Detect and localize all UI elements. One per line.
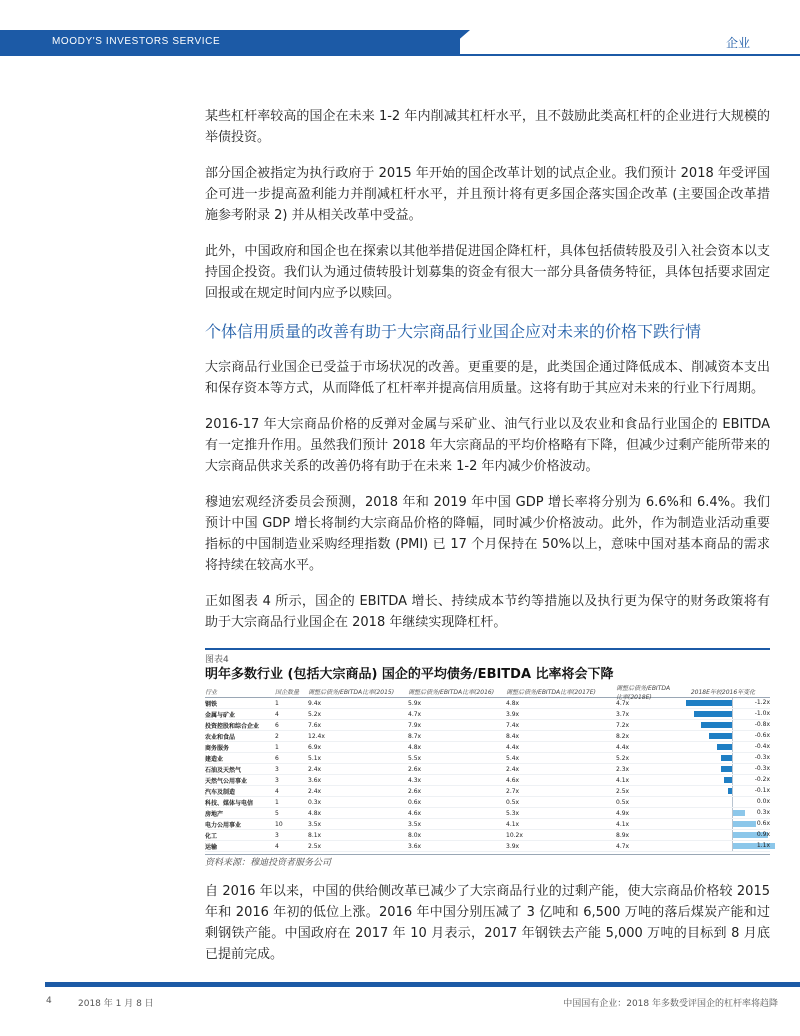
change-bar-cell xyxy=(676,841,770,851)
paragraph: 自 2016 年以来，中国的供给侧改革已减少了大宗商品行业的过剩产能，使大宗商品价格较 2015 年和 2016 年初的低位上涨。2016 年中国分别压减了 3 亿吨和 6,500 万吨的落后煤炭产能和过剩钢铁产能。中国政府在 2017 年 10 月表示，2017 年钢铁去产能 5,000 万吨的目标到 8 月底已提前完成。 xyxy=(205,884,770,962)
change-bar-cell xyxy=(676,720,770,730)
table-row xyxy=(205,819,770,830)
count-cell: 3 xyxy=(275,831,279,839)
header-rule xyxy=(440,54,800,56)
count-cell: 10 xyxy=(275,820,283,828)
ratio-2018-cell: 4.7x xyxy=(616,842,630,850)
change-bar-cell xyxy=(676,775,770,785)
ratio-2018-cell: 2.3x xyxy=(616,765,630,773)
exhibit-source: 资料来源：穆迪投资者服务公司 xyxy=(205,854,770,869)
industry-cell: 运输 xyxy=(205,843,218,851)
paragraph: 正如图表 4 所示，国企的 EBITDA 增长、持续成本节约等措施以及执行更为保守的财务政策将有助于大宗商品行业国企在 2018 年继续实现降杠杆。 xyxy=(205,594,770,630)
bar-zero-axis xyxy=(732,709,733,719)
table-row xyxy=(205,698,770,709)
table-row xyxy=(205,808,770,819)
ratio-2018-cell: 0.5x xyxy=(616,798,630,806)
bar-zero-axis xyxy=(732,731,733,741)
ratio-2016-cell: 4.3x xyxy=(408,776,422,784)
ratio-2018-cell: 5.2x xyxy=(616,754,630,762)
industry-cell: 房地产 xyxy=(205,810,224,818)
table-row xyxy=(205,775,770,786)
ratio-2017-cell: 0.5x xyxy=(506,798,520,806)
ratio-2015-cell: 6.9x xyxy=(308,743,322,751)
ratio-2016-cell: 5.9x xyxy=(408,699,422,707)
ratio-2017-cell: 4.1x xyxy=(506,820,520,828)
ratio-2015-cell: 8.1x xyxy=(308,831,322,839)
bar-zero-axis xyxy=(732,698,733,708)
paragraph: 2016-17 年大宗商品价格的反弹对金属与采矿业、油气行业以及农业和食品行业国企的 EBITDA 有一定推升作用。虽然我们预计 2018 年大宗商品的平均价格略有下降，但减少过剩产能所带来的大宗商品供求关系的改善仍将有助于在未来 1-2 年内减少价格波动。 xyxy=(205,417,770,474)
ratio-2015-cell: 12.4x xyxy=(308,732,325,740)
count-cell: 4 xyxy=(275,842,279,850)
ratio-2015-cell: 0.3x xyxy=(308,798,322,806)
ratio-2018-cell: 3.7x xyxy=(616,710,630,718)
ratio-2015-cell: 3.5x xyxy=(308,820,322,828)
change-bar-cell xyxy=(676,764,770,774)
change-bar-cell xyxy=(676,786,770,796)
table-row xyxy=(205,709,770,720)
change-bar xyxy=(733,821,756,827)
change-bar-cell xyxy=(676,819,770,829)
ratio-2017-cell: 3.9x xyxy=(506,710,520,718)
industry-cell: 石油及天然气 xyxy=(205,766,242,774)
col-header: 2018E年较2016年变化 xyxy=(690,688,756,696)
debt-ebitda-table xyxy=(205,686,770,852)
page-number: 4 xyxy=(46,996,52,1006)
count-cell: 6 xyxy=(275,754,279,762)
change-value-label: -0.1x xyxy=(754,787,770,794)
ratio-2018-cell: 7.2x xyxy=(616,721,630,729)
col-header: 调整后债务/EBITDA比率(2016) xyxy=(408,689,495,696)
change-bar xyxy=(686,700,732,706)
ratio-2017-cell: 2.7x xyxy=(506,787,520,795)
col-header: 行业 xyxy=(205,689,218,696)
industry-cell: 天然气公用事业 xyxy=(205,777,248,785)
ratio-2016-cell: 4.7x xyxy=(408,710,422,718)
bar-zero-axis xyxy=(732,742,733,752)
ratio-2016-cell: 2.6x xyxy=(408,765,422,773)
change-bar-cell xyxy=(676,709,770,719)
ratio-2018-cell: 4.1x xyxy=(616,776,630,784)
ratio-2017-cell: 2.4x xyxy=(506,765,520,773)
table-row xyxy=(205,797,770,808)
industry-cell: 钢铁 xyxy=(205,700,218,708)
ratio-2016-cell: 4.6x xyxy=(408,809,422,817)
change-value-label: -0.3x xyxy=(754,754,770,761)
paragraph: 某些杠杆率较高的国企在未来 1-2 年内削减其杠杆水平，且不鼓励此类高杠杆的企业进行大规模的举债投资。 xyxy=(205,109,770,145)
ratio-2017-cell: 3.9x xyxy=(506,842,520,850)
ratio-2016-cell: 8.7x xyxy=(408,732,422,740)
col-header: 调整后债务/EBITDA比率(2018E) xyxy=(616,684,671,701)
change-bar xyxy=(717,744,732,750)
change-bar xyxy=(721,755,733,761)
col-header: 调整后债务/EBITDA比率(2017E) xyxy=(506,689,596,696)
table-body xyxy=(205,698,770,852)
ratio-2016-cell: 3.6x xyxy=(408,842,422,850)
header-bar xyxy=(0,30,800,56)
industry-cell: 商务服务 xyxy=(205,744,230,752)
table-row xyxy=(205,764,770,775)
change-bar-cell xyxy=(676,753,770,763)
industry-cell: 科技、媒体与电信 xyxy=(205,799,254,807)
count-cell: 2 xyxy=(275,732,279,740)
change-bar-cell xyxy=(676,698,770,708)
count-cell: 5 xyxy=(275,809,279,817)
count-cell: 4 xyxy=(275,787,279,795)
ratio-2017-cell: 7.4x xyxy=(506,721,520,729)
change-value-label: -0.6x xyxy=(754,732,770,739)
change-value-label: -0.8x xyxy=(754,721,770,728)
industry-cell: 汽车及制造 xyxy=(205,788,236,796)
change-value-label: 0.0x xyxy=(756,798,770,805)
change-bar xyxy=(701,722,732,728)
bar-zero-axis xyxy=(732,775,733,785)
ratio-2016-cell: 8.0x xyxy=(408,831,422,839)
ratio-2018-cell: 4.1x xyxy=(616,820,630,828)
ratio-2015-cell: 2.4x xyxy=(308,787,322,795)
ratio-2015-cell: 5.2x xyxy=(308,710,322,718)
footer-date: 2018 年 1 月 8 日 xyxy=(78,999,154,1009)
change-bar xyxy=(709,733,732,739)
ratio-2017-cell: 5.3x xyxy=(506,809,520,817)
change-bar-cell xyxy=(676,742,770,752)
ratio-2016-cell: 4.8x xyxy=(408,743,422,751)
ratio-2017-cell: 10.2x xyxy=(506,831,523,839)
ratio-2016-cell: 2.6x xyxy=(408,787,422,795)
footer-rule xyxy=(45,982,800,987)
table-row xyxy=(205,742,770,753)
count-cell: 4 xyxy=(275,710,279,718)
section-label: 企业 xyxy=(725,36,750,50)
industry-cell: 投资控股和综合企业 xyxy=(205,722,260,730)
industry-cell: 电力公用事业 xyxy=(205,821,242,829)
ratio-2017-cell: 8.4x xyxy=(506,732,520,740)
bar-zero-axis xyxy=(732,786,733,796)
section-heading: 个体信用质量的改善有助于大宗商品行业国企应对未来的价格下跌行情 xyxy=(205,322,702,341)
ratio-2017-cell: 4.4x xyxy=(506,743,520,751)
industry-cell: 建造业 xyxy=(205,755,224,763)
change-bar-cell xyxy=(676,808,770,818)
table-row xyxy=(205,786,770,797)
bar-zero-axis xyxy=(732,797,733,807)
table-row xyxy=(205,841,770,852)
main-content xyxy=(205,106,770,980)
ratio-2018-cell: 4.7x xyxy=(616,699,630,707)
change-value-label: -0.3x xyxy=(754,765,770,772)
ratio-2015-cell: 9.4x xyxy=(308,699,322,707)
col-header: 调整后债务/EBITDA比率(2015) xyxy=(308,689,395,696)
industry-cell: 化工 xyxy=(205,832,218,840)
change-value-label: -1.2x xyxy=(754,699,770,706)
change-value-label: -1.0x xyxy=(754,710,770,717)
ratio-2018-cell: 8.2x xyxy=(616,732,630,740)
change-bar-cell xyxy=(676,797,770,807)
paragraph: 穆迪宏观经济委员会预测，2018 年和 2019 年中国 GDP 增长率将分别为 6.6%和 6.4%。我们预计中国 GDP 增长将制约大宗商品价格的降幅，同时减少价格波动。此外，作为制造业活动重要指标的中国制造业采购经理指数 (PMI) 已 17 个月保持在 50%以上，意味中国对基本商品的需求将持续在较高水平。 xyxy=(205,495,770,573)
table-row xyxy=(205,830,770,841)
exhibit-title: 明年多数行业 (包括大宗商品) 国企的平均债务/EBITDA 比率将会下降 xyxy=(205,667,614,682)
change-value-label: -0.2x xyxy=(754,776,770,783)
change-value-label: -0.4x xyxy=(754,743,770,750)
count-cell: 3 xyxy=(275,776,279,784)
ratio-2015-cell: 5.1x xyxy=(308,754,322,762)
change-value-label: 0.3x xyxy=(756,809,770,816)
bar-zero-axis xyxy=(732,753,733,763)
count-cell: 1 xyxy=(275,699,279,707)
paragraph: 此外，中国政府和国企也在探索以其他举措促进国企降杠杆，具体包括债转股及引入社会资本以支持国企投资。我们认为通过债转股计划募集的资金有很大一部分具备债务特征，具体包括要求固定回报或在规定时间内应予以赎回。 xyxy=(205,244,770,301)
exhibit-label: 图表4 xyxy=(205,655,229,665)
change-bar xyxy=(728,788,732,794)
bar-zero-axis xyxy=(732,764,733,774)
table-row xyxy=(205,720,770,731)
ratio-2016-cell: 7.9x xyxy=(408,721,422,729)
ratio-2016-cell: 0.6x xyxy=(408,798,422,806)
paragraph: 部分国企被指定为执行政府于 2015 年开始的国企改革计划的试点企业。我们预计 2018 年受评国企可进一步提高盈利能力并削减杠杆水平，并且预计将有更多国企落实国企改革 (主要国企改革措施参考附录 2) 并从相关改革中受益。 xyxy=(205,166,770,223)
industry-cell: 金属与矿业 xyxy=(205,711,236,719)
count-cell: 1 xyxy=(275,798,279,806)
ratio-2015-cell: 2.4x xyxy=(308,765,322,773)
ratio-2015-cell: 2.5x xyxy=(308,842,322,850)
change-bar xyxy=(694,711,732,717)
ratio-2017-cell: 4.6x xyxy=(506,776,520,784)
brand-logo-text: MOODY'S INVESTORS SERVICE xyxy=(52,36,221,47)
change-value-label: 0.9x xyxy=(756,831,770,838)
change-bar xyxy=(724,777,732,783)
count-cell: 6 xyxy=(275,721,279,729)
exhibit-4 xyxy=(205,648,770,869)
table-row xyxy=(205,753,770,764)
ratio-2018-cell: 4.4x xyxy=(616,743,630,751)
ratio-2015-cell: 7.6x xyxy=(308,721,322,729)
ratio-2016-cell: 5.5x xyxy=(408,754,422,762)
change-bar xyxy=(733,810,745,816)
ratio-2016-cell: 3.5x xyxy=(408,820,422,828)
ratio-2017-cell: 4.8x xyxy=(506,699,520,707)
ratio-2018-cell: 8.9x xyxy=(616,831,630,839)
change-bar-cell xyxy=(676,830,770,840)
ratio-2018-cell: 4.9x xyxy=(616,809,630,817)
ratio-2018-cell: 2.5x xyxy=(616,787,630,795)
paragraph: 大宗商品行业国企已受益于市场状况的改善。更重要的是，此类国企通过降低成本、削减资本支出和保存资本等方式，从而降低了杠杆率并提高信用质量。这将有助于其应对未来的行业下行周期。 xyxy=(205,360,770,396)
ratio-2015-cell: 4.8x xyxy=(308,809,322,817)
change-bar xyxy=(721,766,733,772)
change-value-label: 1.1x xyxy=(756,842,770,849)
industry-cell: 农业和食品 xyxy=(205,733,236,741)
change-bar-cell xyxy=(676,731,770,741)
header-slant xyxy=(440,30,470,56)
col-header: 国企数量 xyxy=(275,689,300,696)
footer-title: 中国国有企业：2018 年多数受评国企的杠杆率将趋降 xyxy=(563,999,778,1009)
table-row xyxy=(205,731,770,742)
bar-zero-axis xyxy=(732,720,733,730)
count-cell: 1 xyxy=(275,743,279,751)
table-header xyxy=(205,684,770,701)
ratio-2015-cell: 3.6x xyxy=(308,776,322,784)
change-value-label: 0.6x xyxy=(756,820,770,827)
count-cell: 3 xyxy=(275,765,279,773)
ratio-2017-cell: 5.4x xyxy=(506,754,520,762)
